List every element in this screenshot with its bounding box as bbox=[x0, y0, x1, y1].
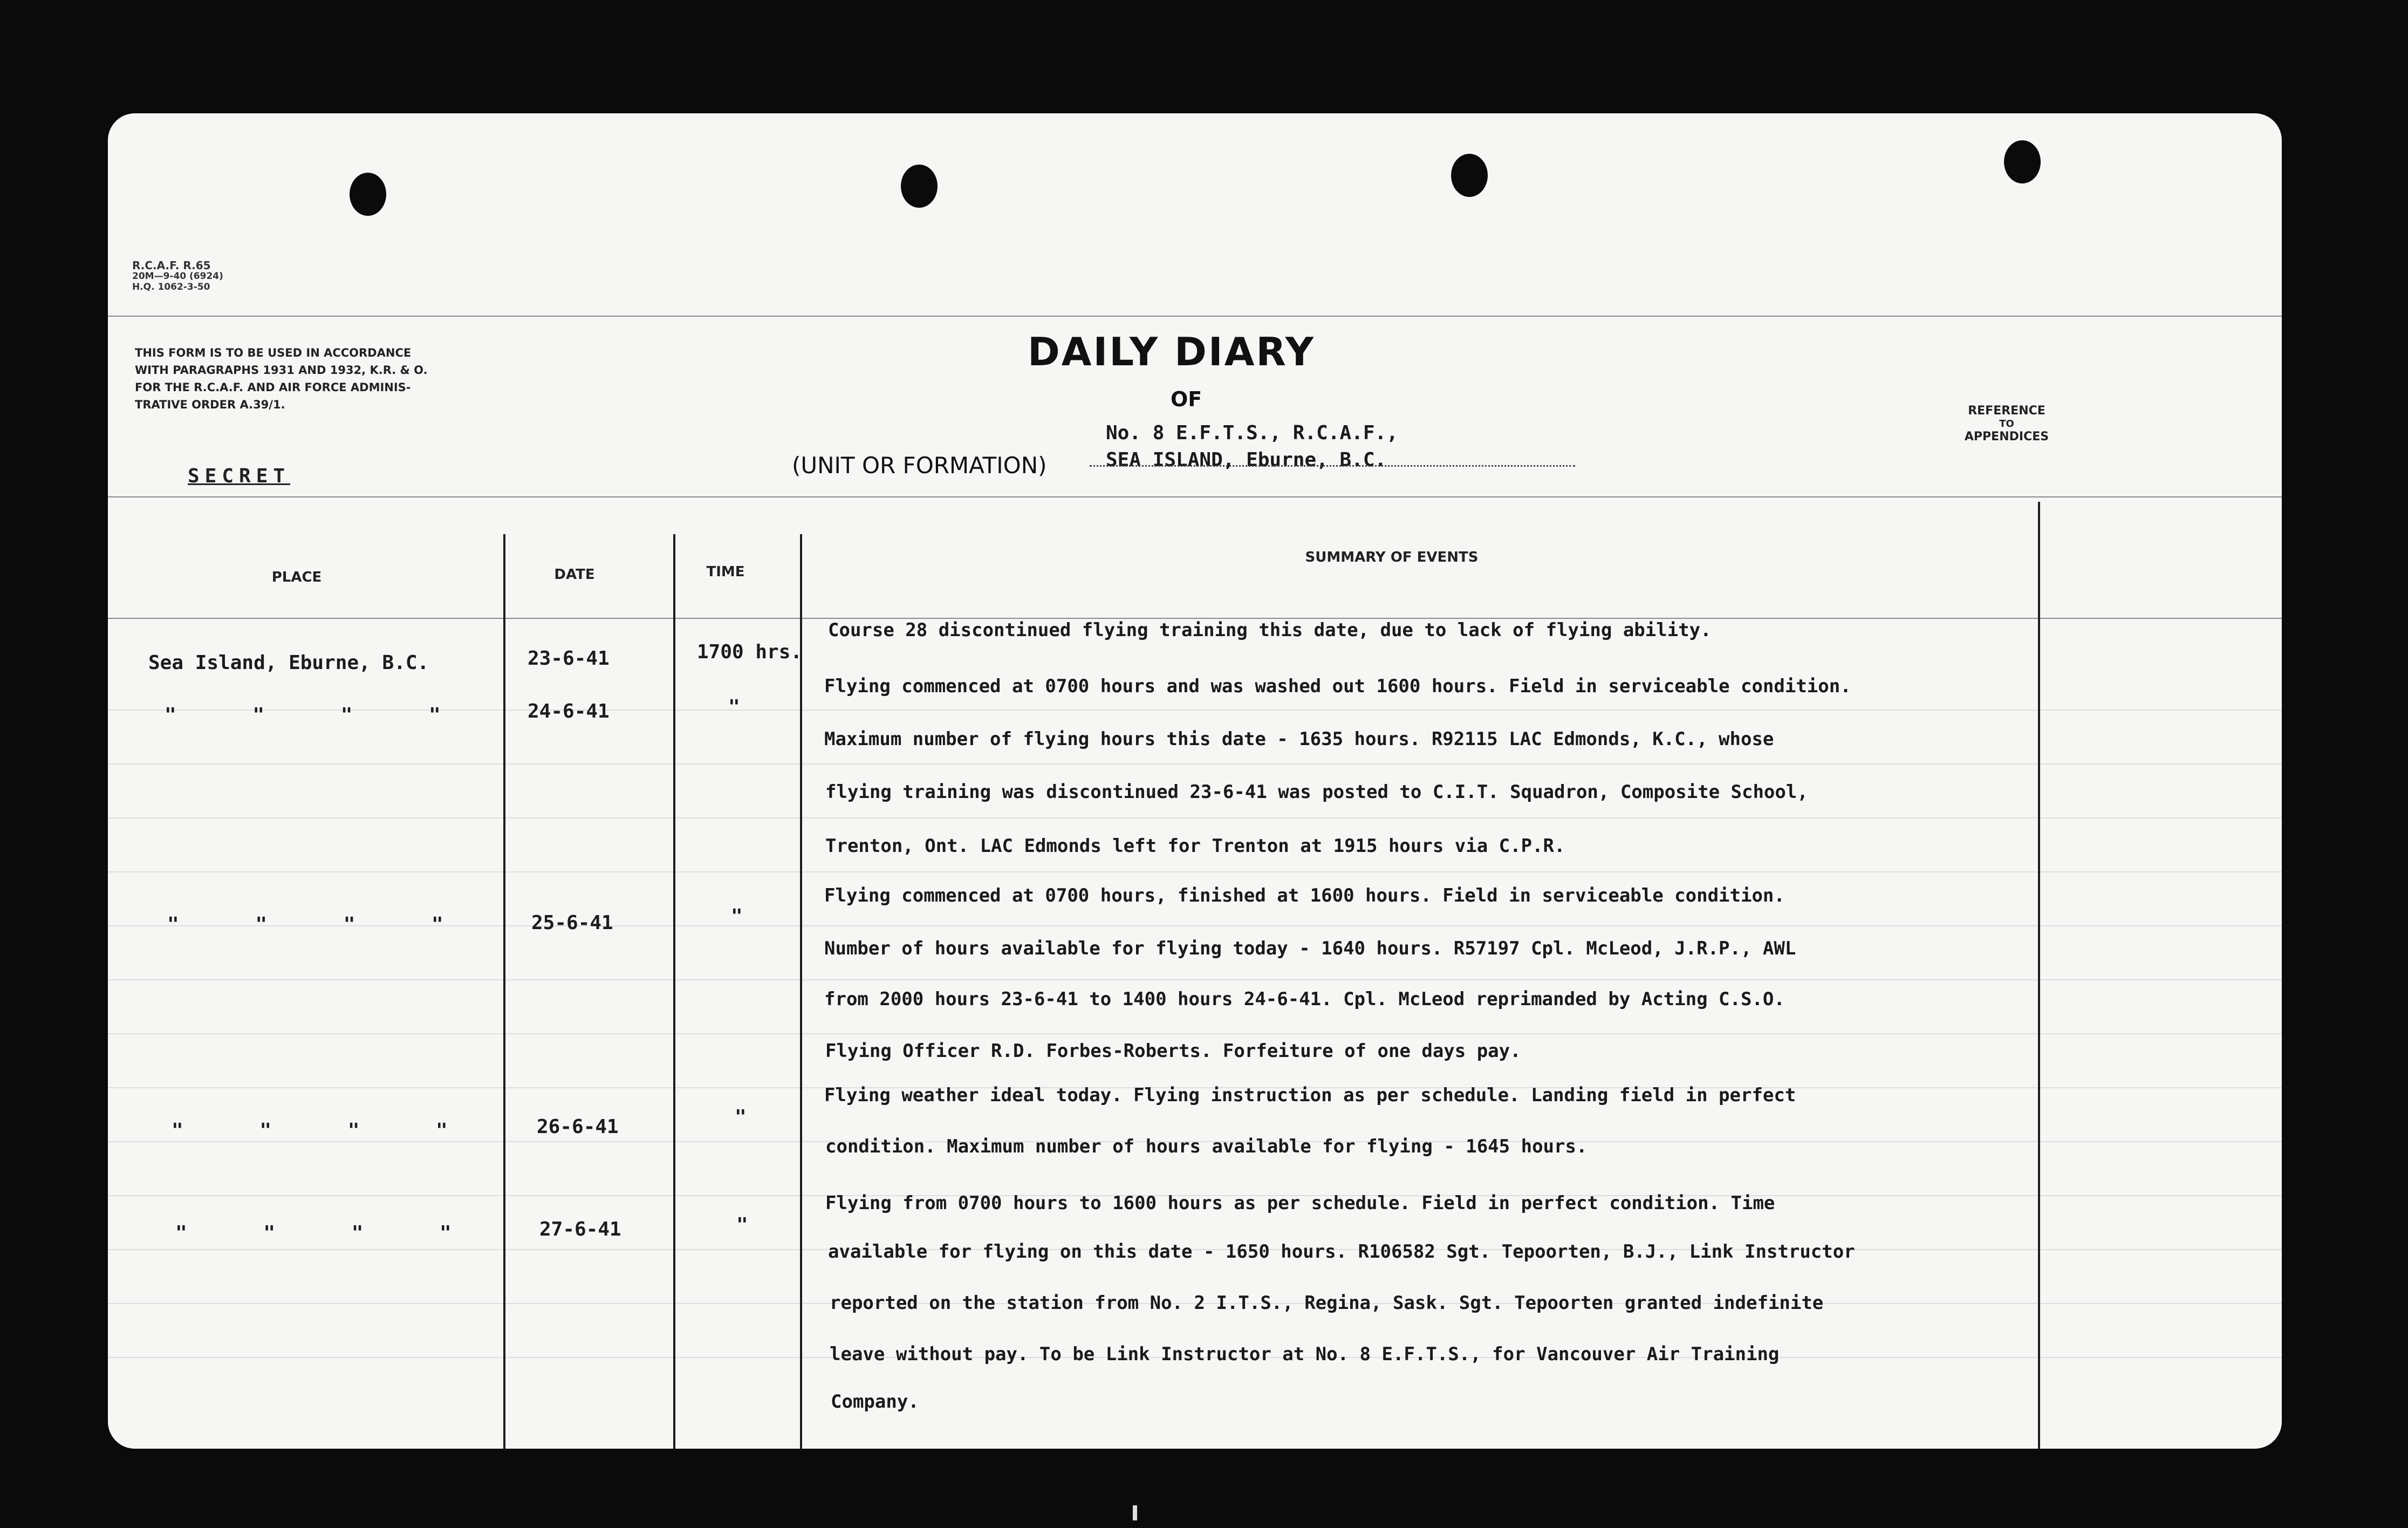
entry-place: " " " " bbox=[165, 704, 473, 726]
column-header-rule bbox=[108, 618, 2282, 619]
page-title: DAILY DIARY bbox=[1028, 329, 1316, 374]
column-divider bbox=[503, 534, 505, 1449]
reference-header-line: APPENDICES bbox=[1964, 430, 2049, 444]
punch-hole bbox=[901, 165, 938, 208]
film-mark bbox=[1133, 1505, 1137, 1520]
unit-label: (UNIT OR FORMATION) bbox=[792, 452, 1047, 479]
column-header-date: DATE bbox=[554, 567, 595, 583]
column-header-time: TIME bbox=[706, 564, 745, 580]
form-number-line: 20M—9-40 (6924) bbox=[132, 271, 223, 282]
ruled-line bbox=[108, 1033, 2282, 1034]
summary-line: available for flying on this date - 1650 hours. R106582 Sgt. Tepoorten, B.J., Link Instructor bbox=[828, 1241, 1855, 1263]
summary-line: reported on the station from No. 2 I.T.S., Regina, Sask. Sgt. Tepoorten granted indefinite bbox=[830, 1292, 1824, 1314]
column-divider bbox=[673, 534, 675, 1449]
ruled-line bbox=[108, 979, 2282, 980]
unit-dotted-line bbox=[1090, 465, 1575, 467]
summary-line: Flying from 0700 hours to 1600 hours as per schedule. Field in perfect condition. Time bbox=[825, 1192, 1775, 1214]
ruled-line bbox=[108, 817, 2282, 818]
entry-date: 26-6-41 bbox=[537, 1116, 619, 1138]
column-divider bbox=[2038, 502, 2040, 1449]
entry-time: " bbox=[736, 1214, 748, 1236]
summary-line: Flying Officer R.D. Forbes-Roberts. Forfeiture of one days pay. bbox=[825, 1040, 1521, 1062]
punch-hole bbox=[350, 173, 386, 216]
entry-place: Sea Island, Eburne, B.C. bbox=[148, 652, 429, 674]
summary-line: Company. bbox=[831, 1391, 919, 1413]
summary-line: Trenton, Ont. LAC Edmonds left for Trenton at 1915 hours via C.P.R. bbox=[825, 835, 1565, 857]
entry-time: " bbox=[728, 696, 740, 718]
entry-place: " " " " bbox=[175, 1222, 484, 1244]
form-number-line: R.C.A.F. R.65 bbox=[132, 259, 211, 272]
reference-header-line: REFERENCE bbox=[1968, 404, 2046, 418]
summary-line: Number of hours available for flying today - 1640 hours. R57197 Cpl. McLeod, J.R.P., AWL bbox=[824, 938, 1796, 959]
punch-hole bbox=[1451, 154, 1488, 197]
notice-line: THIS FORM IS TO BE USED IN ACCORDANCE bbox=[135, 346, 412, 359]
summary-line: Flying weather ideal today. Flying instruction as per schedule. Landing field in perfect bbox=[824, 1084, 1796, 1106]
summary-line: Maximum number of flying hours this date - 1635 hours. R92115 LAC Edmonds, K.C., whose bbox=[824, 728, 1774, 750]
summary-line: Course 28 discontinued flying training this date, due to lack of flying ability. bbox=[828, 619, 1712, 641]
column-header-reference bbox=[1934, 405, 2079, 444]
entry-date: 23-6-41 bbox=[528, 647, 610, 670]
summary-line: condition. Maximum number of hours available for flying - 1645 hours. bbox=[825, 1136, 1588, 1157]
summary-line: Flying commenced at 0700 hours, finished at 1600 hours. Field in serviceable condition. bbox=[824, 885, 1785, 906]
entry-date: 25-6-41 bbox=[531, 912, 613, 934]
of-label: OF bbox=[1171, 387, 1202, 411]
summary-line: Flying commenced at 0700 hours and was washed out 1600 hours. Field in serviceable condition. bbox=[824, 676, 1851, 697]
header-rule bbox=[108, 316, 2282, 317]
entry-time: 1700 hrs. bbox=[697, 641, 803, 663]
classification-stamp: SECRET bbox=[188, 465, 291, 487]
form-number-line: H.Q. 1062-3-50 bbox=[132, 282, 210, 292]
usage-notice bbox=[135, 344, 545, 413]
reference-header-line: TO bbox=[1999, 418, 2014, 429]
notice-line: TRATIVE ORDER A.39/1. bbox=[135, 398, 285, 411]
entry-time: " bbox=[735, 1106, 747, 1128]
ruled-line bbox=[108, 763, 2282, 765]
column-header-place: PLACE bbox=[271, 569, 322, 585]
notice-line: FOR THE R.C.A.F. AND AIR FORCE ADMINIS- bbox=[135, 381, 411, 394]
ruled-line bbox=[108, 871, 2282, 872]
notice-line: WITH PARAGRAPHS 1931 AND 1932, K.R. & O. bbox=[135, 364, 428, 377]
entry-time: " bbox=[731, 905, 743, 927]
entry-date: 27-6-41 bbox=[539, 1218, 621, 1240]
form-number bbox=[132, 260, 223, 292]
punch-hole bbox=[2004, 140, 2041, 183]
summary-line: leave without pay. To be Link Instructor at No. 8 E.F.T.S., for Vancouver Air Training bbox=[830, 1343, 1780, 1365]
entry-date: 24-6-41 bbox=[528, 700, 610, 722]
unit-location-line: SEA ISLAND, Eburne, B.C. bbox=[1106, 449, 1387, 471]
summary-line: flying training was discontinued 23-6-41 was posted to C.I.T. Squadron, Composite School, bbox=[825, 781, 1808, 803]
unit-name-line: No. 8 E.F.T.S., R.C.A.F., bbox=[1106, 422, 1398, 444]
column-header-summary: SUMMARY OF EVENTS bbox=[1305, 549, 1479, 565]
column-divider bbox=[800, 534, 802, 1449]
entry-place: " " " " bbox=[167, 913, 476, 936]
summary-line: from 2000 hours 23-6-41 to 1400 hours 24-6-41. Cpl. McLeod reprimanded by Acting C.S.O. bbox=[824, 988, 1785, 1010]
header-rule bbox=[108, 496, 2282, 497]
entry-place: " " " " bbox=[172, 1120, 480, 1142]
